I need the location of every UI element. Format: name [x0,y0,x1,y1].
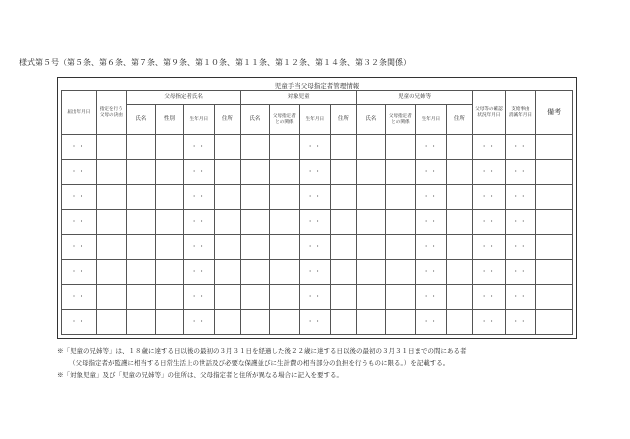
date-cell: ・・ [505,135,536,160]
blank-cell [96,185,127,210]
header-sibling-name: 氏名 [357,105,385,135]
blank-cell [357,135,385,160]
date-cell: ・・ [184,210,215,235]
blank-cell [155,210,183,235]
blank-cell [214,260,240,285]
header-guardian-name: 氏名 [127,105,155,135]
blank-cell [241,185,269,210]
date-cell: ・・ [416,310,447,335]
blank-cell [330,285,356,310]
blank-cell [269,310,300,335]
date-cell: ・・ [62,310,97,335]
blank-cell [214,135,240,160]
form-header: 様式第５号（第５条、第６条、第７条、第９条、第１０条、第１１条、第１２条、第１４条、第３２条関係） [19,58,411,67]
blank-cell [357,210,385,235]
blank-cell [241,210,269,235]
date-cell: ・・ [184,310,215,335]
blank-cell [96,310,127,335]
blank-cell [330,135,356,160]
blank-cell [127,285,155,310]
blank-cell [241,260,269,285]
date-cell: ・・ [62,135,97,160]
header-sibling-relation: 父母指定者 との関係 [385,105,416,135]
blank-cell [269,135,300,160]
table-row [62,285,573,310]
blank-cell [446,285,472,310]
blank-cell [269,160,300,185]
management-table-frame [57,77,577,339]
header-guardian-gender: 性別 [155,105,183,135]
blank-cell [155,185,183,210]
table-row [62,260,573,285]
date-cell: ・・ [473,185,506,210]
date-cell: ・・ [184,135,215,160]
date-cell: ・・ [62,285,97,310]
table-row [62,235,573,260]
blank-cell [269,185,300,210]
blank-cell [155,310,183,335]
blank-cell [385,260,416,285]
date-cell: ・・ [416,210,447,235]
date-cell: ・・ [184,235,215,260]
date-cell: ・・ [300,235,331,260]
blank-cell [155,285,183,310]
table-row [62,185,573,210]
blank-cell [96,285,127,310]
date-cell: ・・ [505,260,536,285]
blank-cell [269,235,300,260]
date-cell: ・・ [473,210,506,235]
blank-cell [446,260,472,285]
date-cell: ・・ [62,210,97,235]
header-target-child-group: 対象児童 [241,91,357,105]
date-cell: ・・ [300,160,331,185]
blank-cell [127,185,155,210]
date-cell: ・・ [62,260,97,285]
blank-cell [127,310,155,335]
date-cell: ・・ [473,160,506,185]
header-sibling-group: 児童の兄姉等 [357,91,473,105]
blank-cell [214,285,240,310]
date-cell: ・・ [300,135,331,160]
blank-cell [241,160,269,185]
blank-cell [127,260,155,285]
blank-cell [269,285,300,310]
blank-cell [536,285,573,310]
date-cell: ・・ [473,260,506,285]
blank-cell [241,135,269,160]
blank-cell [241,235,269,260]
header-registration-date: 届出年月日 [62,91,97,135]
blank-cell [214,310,240,335]
blank-cell [330,160,356,185]
blank-cell [214,235,240,260]
blank-cell [214,160,240,185]
header-guardian-birth: 生年月日 [184,105,215,135]
blank-cell [127,210,155,235]
blank-cell [357,260,385,285]
blank-cell [385,310,416,335]
blank-cell [385,210,416,235]
date-cell: ・・ [505,235,536,260]
blank-cell [536,260,573,285]
blank-cell [385,160,416,185]
blank-cell [330,185,356,210]
blank-cell [330,310,356,335]
blank-cell [385,235,416,260]
blank-cell [155,160,183,185]
header-change-date: 支給事由 消滅年月日 [505,91,536,135]
date-cell: ・・ [62,235,97,260]
blank-cell [96,210,127,235]
blank-cell [536,185,573,210]
date-cell: ・・ [473,135,506,160]
header-child-name: 氏名 [241,105,269,135]
blank-cell [536,235,573,260]
blank-cell [96,235,127,260]
date-cell: ・・ [416,285,447,310]
header-designation-reason: 指定を行う 父母の決由 [96,91,127,135]
date-cell: ・・ [184,160,215,185]
blank-cell [446,235,472,260]
date-cell: ・・ [505,310,536,335]
table-row [62,160,573,185]
blank-cell [269,260,300,285]
blank-cell [214,210,240,235]
blank-cell [330,210,356,235]
date-cell: ・・ [62,160,97,185]
header-sibling-address: 住所 [446,105,472,135]
blank-cell [357,160,385,185]
blank-cell [536,310,573,335]
blank-cell [127,235,155,260]
note-sibling-condition: （父母指定者が監護に相当する日常生活上の世話及び必要な保護並びに生計費の相当部分の負担を行うものに限る。）を記載する。 [69,359,450,367]
header-child-birth: 生年月日 [300,105,331,135]
header-sibling-birth: 生年月日 [416,105,447,135]
date-cell: ・・ [300,210,331,235]
table-row [62,210,573,235]
header-remarks: 備考 [536,91,573,135]
date-cell: ・・ [300,285,331,310]
date-cell: ・・ [416,260,447,285]
date-cell: ・・ [505,160,536,185]
table-title: 児童手当父母指定者管理情報 [274,82,360,90]
blank-cell [96,260,127,285]
date-cell: ・・ [184,185,215,210]
note-sibling-definition: ※「児童の兄姉等」は、１８歳に達する日以後の最初の３月３１日を経過した後２２歳に達する日以後の最初の３月３１日までの間にある者 [57,347,467,355]
date-cell: ・・ [62,185,97,210]
note-address-requirement: ※「対象児童」及び「児童の兄姉等」の住所は、父母指定者と住所が異なる場合に記入を要する。 [57,371,343,379]
blank-cell [357,235,385,260]
blank-cell [96,135,127,160]
blank-cell [446,210,472,235]
blank-cell [536,135,573,160]
blank-cell [446,135,472,160]
date-cell: ・・ [416,135,447,160]
blank-cell [357,285,385,310]
date-cell: ・・ [416,160,447,185]
header-child-relation: 父母指定者 との関係 [269,105,300,135]
date-cell: ・・ [300,260,331,285]
table-row [62,135,573,160]
blank-cell [155,135,183,160]
date-cell: ・・ [473,235,506,260]
blank-cell [385,135,416,160]
blank-cell [446,185,472,210]
header-child-address: 住所 [330,105,356,135]
header-guardian-group: 父母指定者氏名 [127,91,241,105]
blank-cell [385,185,416,210]
blank-cell [155,235,183,260]
date-cell: ・・ [184,260,215,285]
date-cell: ・・ [473,310,506,335]
blank-cell [446,160,472,185]
blank-cell [96,160,127,185]
blank-cell [241,285,269,310]
blank-cell [127,160,155,185]
blank-cell [241,310,269,335]
blank-cell [330,235,356,260]
date-cell: ・・ [300,310,331,335]
blank-cell [330,260,356,285]
blank-cell [385,285,416,310]
blank-cell [357,310,385,335]
date-cell: ・・ [416,185,447,210]
blank-cell [269,210,300,235]
date-cell: ・・ [184,285,215,310]
date-cell: ・・ [416,235,447,260]
management-table [61,90,573,335]
blank-cell [155,260,183,285]
blank-cell [214,185,240,210]
date-cell: ・・ [505,285,536,310]
date-cell: ・・ [505,210,536,235]
date-cell: ・・ [505,185,536,210]
date-cell: ・・ [473,285,506,310]
blank-cell [536,210,573,235]
blank-cell [127,135,155,160]
header-guardian-address: 住所 [214,105,240,135]
header-reviewed-date: 父母等の確認 状況年月日 [473,91,506,135]
date-cell: ・・ [300,185,331,210]
blank-cell [446,310,472,335]
blank-cell [357,185,385,210]
blank-cell [536,160,573,185]
table-row [62,310,573,335]
